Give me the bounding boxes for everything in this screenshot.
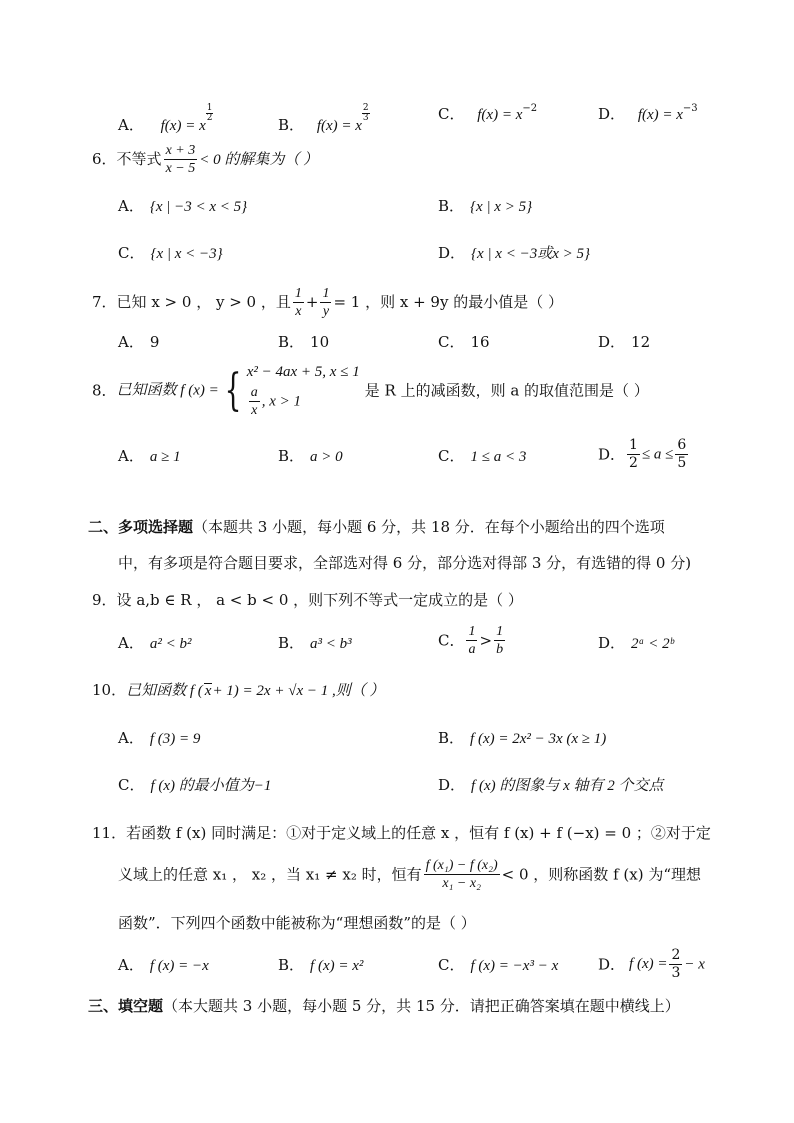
- section-2-heading: 二、多项选择题（本题共 3 小题，每小题 6 分，共 18 分．在每个小题给出的四个选项: [88, 518, 665, 536]
- q8-case-2: $\frac{a}{x}$ , x > 1: [250, 384, 302, 418]
- q6-option-d: D． {x | x < −3或x > 5}: [438, 244, 590, 262]
- q10-option-d: D． f (x) 的图象与 x 轴有 2 个交点: [438, 776, 664, 794]
- q9-stem: 9．设 a,b ∈ R ， a < b < 0 ，则下列不等式一定成立的是（ ）: [92, 591, 523, 609]
- q11-option-a: A． f (x) = −x: [118, 956, 209, 974]
- q6-option-b: B． {x | x > 5}: [438, 197, 533, 215]
- q8-case-1: x² − 4ax + 5, x ≤ 1: [246, 364, 360, 380]
- q8-option-b: B． a > 0: [278, 447, 343, 465]
- q8-option-d: D． $\frac{1}{2}$ ≤ a ≤ $\frac{6}{5}$: [598, 437, 687, 472]
- q11-stem-line-2: 义域上的任意 x₁ ， x₂ ，当 x₁ ≠ x₂ 时，恒有 $\frac{\text{f (x₁) − f (x₂)}}{\text{x₁ − x₂}}$ < 0 ，则称函数 f (x) 为“理想: [118, 858, 701, 892]
- q11-stem-line-1: 11．若函数 f (x) 同时满足：①对于定义域上的任意 x ，恒有 f (x) + f (−x) = 0 ；②对于定: [92, 824, 711, 842]
- section-2-instructions: 中，有多项是符合题目要求，全部选对得 6 分，部分选对得部 3 分，有选错的得 0 分): [118, 554, 692, 572]
- q11-stem-line-3: 函数”．下列四个函数中能被称为“理想函数”的是（ ）: [118, 914, 476, 932]
- q7-option-d: D． 12: [598, 333, 651, 351]
- q7-option-a: A． 9: [118, 333, 160, 351]
- q6-option-c: C． {x | x < −3}: [118, 244, 223, 262]
- q5-option-d: D． $f(x) = x^{-3}$: [598, 103, 698, 123]
- q8-option-c: C． 1 ≤ a < 3: [438, 447, 527, 465]
- q9-option-a: A． a² < b²: [118, 634, 192, 652]
- q10-stem: 10．已知函数 f ( x+ 1) = 2x + √x − 1 ,则（ ）: [92, 681, 385, 699]
- q7-option-c: C． 16: [438, 333, 490, 351]
- q5-option-b: B． f(x) = x $\frac{2}{3}$: [278, 103, 369, 134]
- q5-option-a: A． f(x) = x $\frac{1}{2}$: [118, 103, 213, 134]
- q11-option-c: C． f (x) = −x³ − x: [438, 956, 559, 974]
- q8-stem: 8．已知函数 f (x) = { x² − 4ax + 5, x ≤ 1 $\frac{a}{x}$ , x > 1 是 R 上的减函数，则 a 的取值范围是（ ）: [92, 364, 649, 418]
- q10-option-b: B． f (x) = 2x² − 3x (x ≥ 1): [438, 729, 607, 747]
- q7-option-b: B． 10: [278, 333, 330, 351]
- q6-option-a: A． {x | −3 < x < 5}: [118, 197, 248, 215]
- q9-option-b: B． a³ < b³: [278, 634, 352, 652]
- q10-option-a: A． f (3) = 9: [118, 729, 201, 747]
- q9-option-c: C． $\frac{1}{a}$ > $\frac{1}{b}$: [438, 624, 504, 658]
- q11-option-b: B． f (x) = x²: [278, 956, 364, 974]
- q11-option-d: D． f (x) = $\frac{2}{3}$ − x: [598, 947, 705, 982]
- q5-option-c: C． $f(x) = x^{-2}$: [438, 103, 538, 123]
- q10-option-c: C． f (x) 的最小值为−1: [118, 776, 272, 794]
- q8-option-a: A． a ≥ 1: [118, 447, 181, 465]
- section-3-heading: 三、填空题（本大题共 3 小题，每小题 5 分，共 15 分．请把正确答案填在题中横线上）: [88, 997, 680, 1015]
- q6-stem: 6．不等式 $\frac{x + 3}{x - 5}$ < 0 的解集为（ ）: [92, 143, 319, 177]
- q9-option-d: D． 2ᵃ < 2ᵇ: [598, 634, 674, 652]
- q7-stem: 7．已知 x > 0 ， y > 0 ，且 $\frac{1}{x}$ + $\frac{1}{y}$ = 1 ，则 x + 9y 的最小值是（ ）: [92, 286, 563, 320]
